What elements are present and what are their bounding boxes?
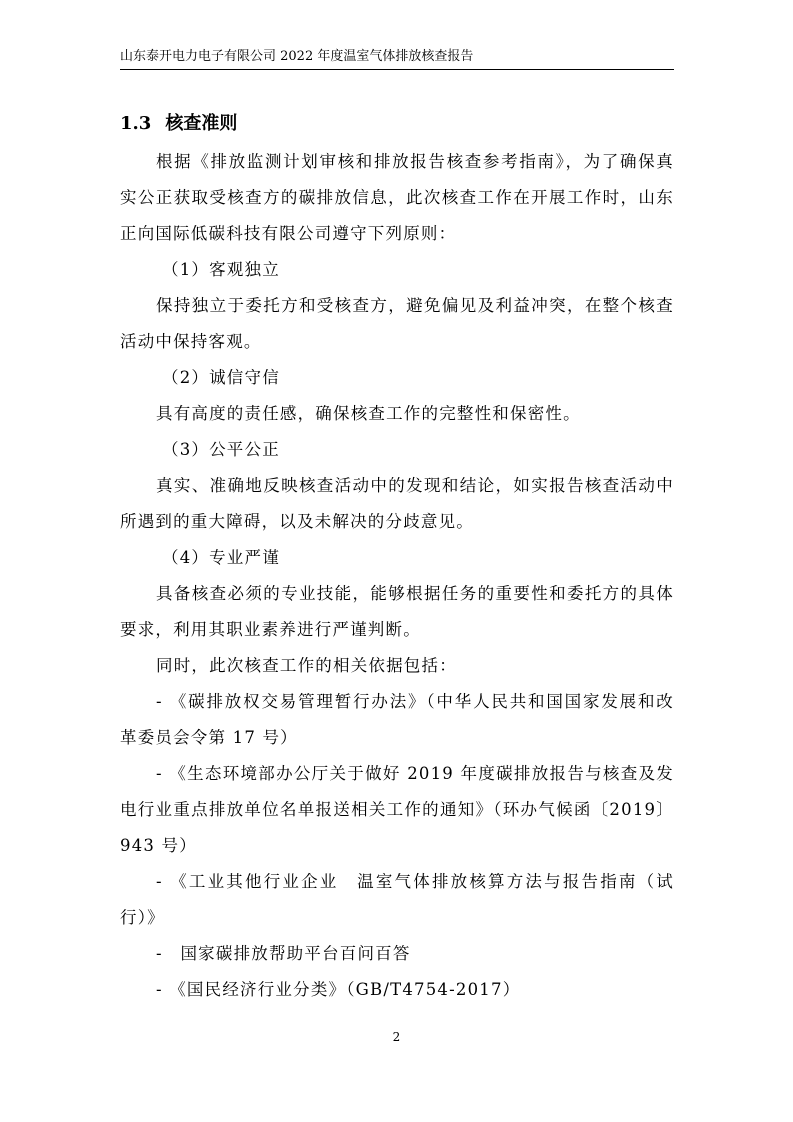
principle-text-1: 保持独立于委托方和受核查方，避免偏见及利益冲突，在整个核查活动中保持客观。 bbox=[120, 296, 674, 351]
principle-text-2: 具有高度的责任感，确保核查工作的完整性和保密性。 bbox=[156, 404, 581, 423]
section-number: 1.3 bbox=[120, 113, 152, 134]
running-header: 山东泰开电力电子有限公司 2022 年度温室气体排放核查报告 bbox=[120, 49, 474, 64]
header-rule bbox=[120, 69, 674, 70]
page-body bbox=[120, 106, 674, 1008]
principle-text-3: 真实、准确地反映核查活动中的发现和结论，如实报告核查活动中所遇到的重大障碍，以及未解决的分歧意见。 bbox=[120, 476, 674, 531]
intro-paragraph: 根据《排放监测计划审核和排放报告核查参考指南》，为了确保真实公正获取受核查方的碳排放信息，此次核查工作在开展工作时，山东正向国际低碳科技有限公司遵守下列原则： bbox=[120, 152, 674, 243]
section-title: 核查准则 bbox=[165, 113, 238, 134]
principle-title-2: （2）诚信守信 bbox=[162, 368, 280, 387]
reference-item-2: - 《生态环境部办公厅关于做好 2019 年度碳排放报告与核查及发电行业重点排放单位名单报送相关工作的通知》（环办气候函〔2019〕943 号） bbox=[120, 764, 674, 855]
reference-item-3: - 《工业其他行业企业 温室气体排放核算方法与报告指南（试行）》 bbox=[120, 872, 674, 927]
reference-item-1: - 《碳排放权交易管理暂行办法》（中华人民共和国国家发展和改革委员会令第 17 号） bbox=[120, 692, 674, 747]
reference-item-5: - 《国民经济行业分类》（GB/T4754-2017） bbox=[156, 980, 521, 999]
basis-intro: 同时，此次核查工作的相关依据包括： bbox=[156, 656, 457, 675]
section-heading bbox=[120, 106, 674, 142]
page-number: 2 bbox=[392, 1030, 401, 1044]
principle-title-1: （1）客观独立 bbox=[162, 260, 280, 279]
principle-text-4: 具备核查必须的专业技能，能够根据任务的重要性和委托方的具体要求，利用其职业素养进行严谨判断。 bbox=[120, 584, 674, 639]
principle-title-4: （4）专业严谨 bbox=[162, 548, 280, 567]
principle-title-3: （3）公平公正 bbox=[162, 440, 280, 459]
reference-item-4: - 国家碳排放帮助平台百问百答 bbox=[156, 944, 411, 963]
